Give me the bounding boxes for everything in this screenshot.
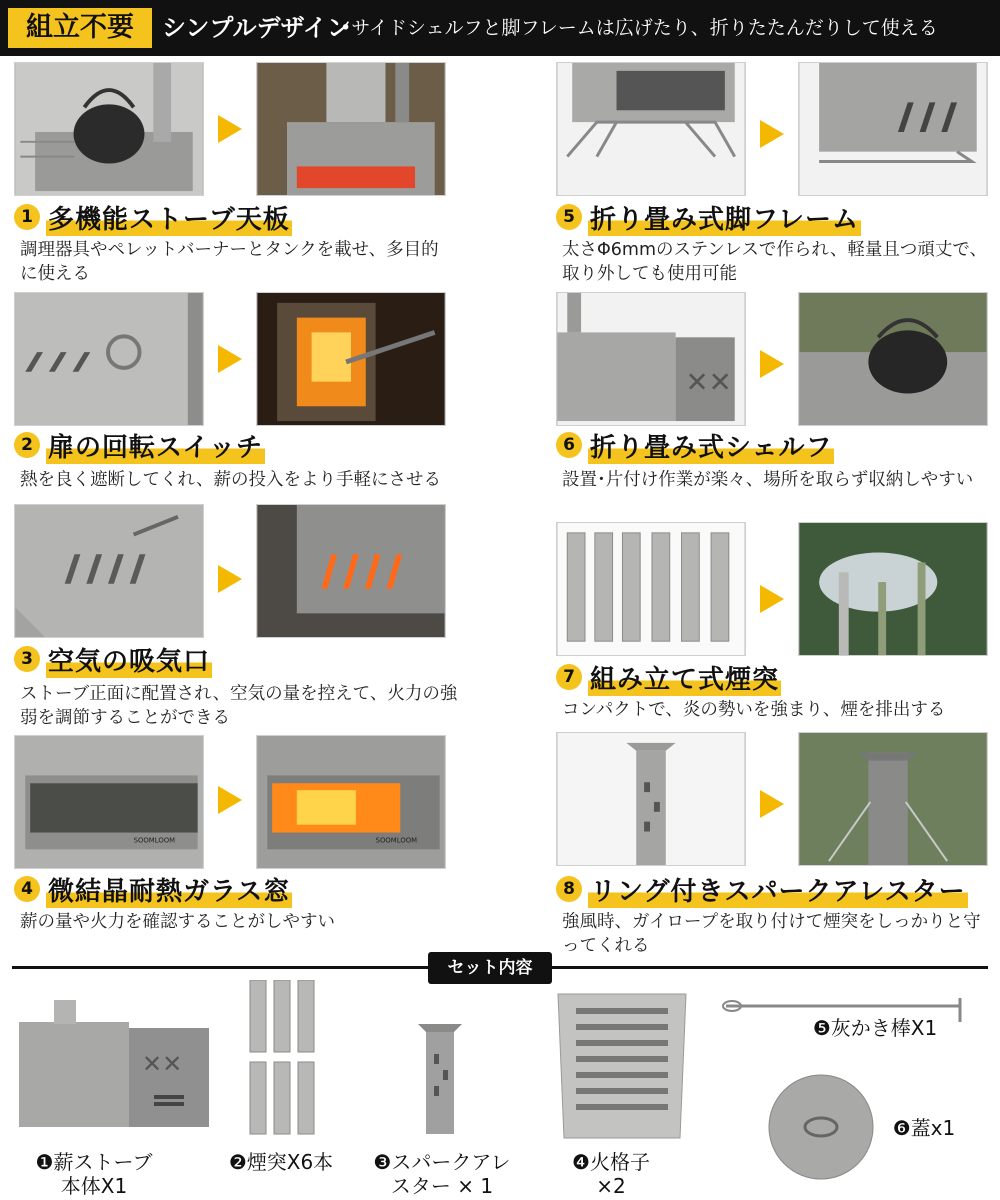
feature-title: 折り畳み式脚フレーム (588, 199, 861, 236)
arrow-icon (218, 115, 242, 143)
feature-title: 空気の吸気口 (46, 641, 212, 678)
svg-text:✕✕: ✕✕ (142, 1050, 183, 1078)
feature-number: 4 (14, 876, 40, 902)
item-spark-arrester-image (400, 1018, 480, 1136)
item-6-label (884, 1116, 964, 1140)
feature-1-photo-before (14, 62, 204, 196)
item-chimney-image (242, 980, 322, 1135)
feature-4-desc: 薪の量や火力を確認することがしやすい (20, 912, 335, 932)
item-lid-image (766, 1072, 876, 1182)
feature-4-photo-before (14, 735, 204, 869)
feature-7-photo-before (556, 522, 746, 656)
feature-2-heading (14, 428, 265, 462)
item-5-label (800, 1016, 950, 1040)
feature-title: 微結晶耐熱ガラス窓 (46, 871, 292, 908)
feature-4-photo-after (256, 735, 446, 869)
feature-8-desc: 強風時、ガイロープを取り付けて煙突をしっかりと守ってくれる (562, 912, 981, 956)
arrow-icon (218, 565, 242, 593)
feature-6-photo-after (798, 292, 988, 426)
feature-1-photo-after (256, 62, 446, 196)
feature-title: リング付きスパークアレスター (588, 871, 968, 908)
feature-3-heading (14, 642, 212, 676)
item-stove-image (14, 1000, 214, 1135)
feature-title: 扉の回転スイッチ (46, 427, 265, 464)
feature-number: 6 (556, 432, 582, 458)
feature-1-heading (14, 200, 292, 234)
item-label-line: ❸スパークアレ (373, 1150, 511, 1174)
arrow-icon (760, 120, 784, 148)
arrow-icon (760, 350, 784, 378)
feature-title: 多機能ストーブ天板 (46, 199, 292, 236)
feature-5-photo-before (556, 62, 746, 196)
set-contents-title: セット内容 (428, 952, 552, 984)
feature-5-desc: 太さΦ6mmのステンレスで作られ、軽量且つ頑丈で、取り外しても使用可能 (562, 240, 988, 284)
feature-number: 8 (556, 876, 582, 902)
item-label-line: ❺灰かき棒X1 (812, 1016, 938, 1040)
feature-8-photo-after (798, 732, 988, 866)
feature-8-heading (556, 872, 968, 906)
banner-note: •サイドシェルフと脚フレームは広げたり、折りたたんだりして使える (340, 17, 938, 39)
item-grate-image (552, 988, 692, 1140)
feature-number: 1 (14, 204, 40, 230)
feature-1-desc: 調理器具やペレットバーナーとタンクを載せ、多目的に使える (20, 240, 439, 284)
item-1-label (14, 1150, 174, 1198)
arrow-icon (760, 790, 784, 818)
item-label-line: ×2 (596, 1174, 626, 1198)
feature-number: 5 (556, 204, 582, 230)
feature-title: 組み立て式煙突 (588, 659, 781, 696)
feature-number: 7 (556, 664, 582, 690)
feature-7-photo-after (798, 522, 988, 656)
no-assembly-badge: 組立不要 (8, 8, 152, 48)
item-2-label (206, 1150, 356, 1174)
brand-label: SOOMLOOM (375, 836, 418, 845)
feature-5-photo-after (798, 62, 988, 196)
item-label-line: ❶薪ストーブ (35, 1150, 153, 1174)
feature-3-desc: ストーブ正面に配置され、空気の量を控えて、火力の強弱を調節することができる (20, 684, 458, 728)
item-label-line: スター × 1 (390, 1174, 494, 1198)
arrow-icon (218, 786, 242, 814)
feature-2-photo-before (14, 292, 204, 426)
feature-6-desc: 設置･片付け作業が楽々、場所を取らず収納しやすい (562, 470, 974, 490)
arrow-icon (760, 585, 784, 613)
feature-2-desc: 熱を良く遮断してくれ、薪の投入をより手軽にさせる (20, 470, 442, 490)
feature-5-heading (556, 200, 861, 234)
feature-3-photo-before (14, 504, 204, 638)
item-4-label (546, 1150, 676, 1198)
feature-3-photo-after (256, 504, 446, 638)
feature-8-photo-before (556, 732, 746, 866)
arrow-icon (218, 345, 242, 373)
feature-2-photo-after (256, 292, 446, 426)
svg-text:✕✕: ✕✕ (685, 365, 732, 399)
feature-number: 3 (14, 646, 40, 672)
feature-7-heading (556, 660, 781, 694)
item-3-label (362, 1150, 522, 1198)
item-label-line: ❷煙突X6本 (228, 1150, 334, 1174)
feature-number: 2 (14, 432, 40, 458)
banner-subtitle: シンプルデザイン (162, 14, 351, 42)
brand-label: SOOMLOOM (133, 836, 176, 845)
feature-6-heading (556, 428, 834, 462)
item-label-line: ❹火格子 (572, 1150, 650, 1174)
feature-4-heading (14, 872, 292, 906)
feature-7-desc: コンパクトで、炎の勢いを強まり、煙を排出する (562, 700, 946, 720)
item-label-line: ❻蓋x1 (892, 1116, 956, 1140)
feature-title: 折り畳み式シェルフ (588, 427, 834, 464)
top-banner (0, 0, 1000, 56)
feature-6-photo-before (556, 292, 746, 426)
item-label-line: 本体X1 (60, 1174, 128, 1198)
